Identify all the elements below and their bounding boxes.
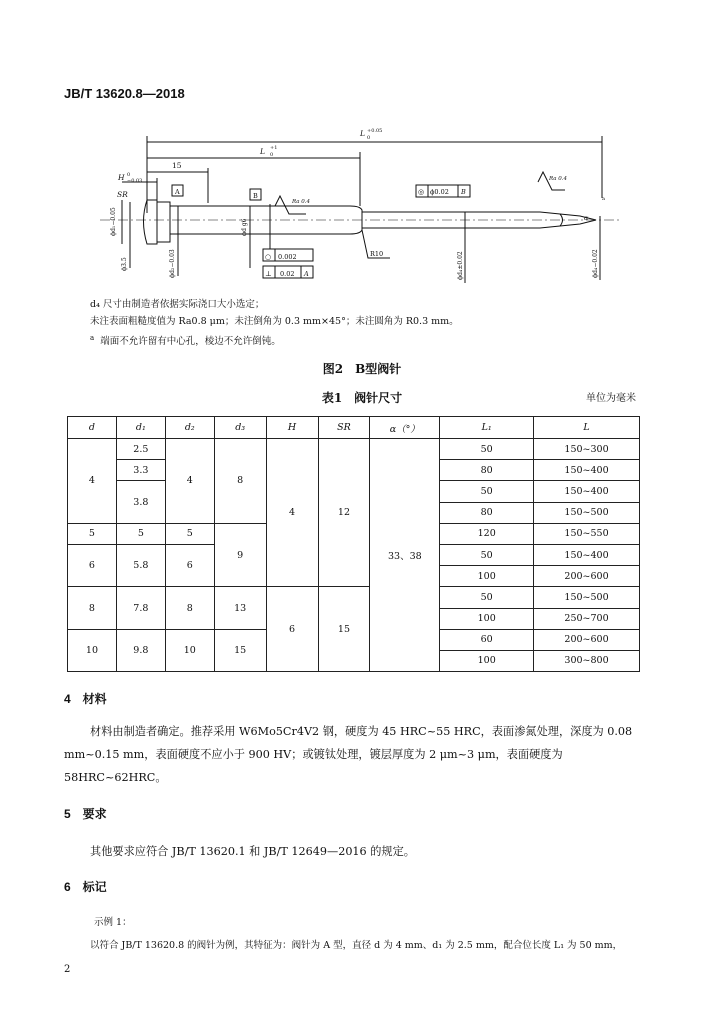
cell-d1: 2.5: [116, 439, 165, 460]
cell-L1: 50: [440, 439, 534, 460]
cell-d1: 7.8: [116, 587, 165, 629]
svg-text:a: a: [602, 196, 605, 202]
label-R10: R10: [370, 250, 384, 258]
label-perp: 0.02: [280, 270, 295, 278]
cell-SR: 15: [318, 587, 370, 672]
table-row: [68, 439, 640, 460]
label-d2: ϕd₂−0.03: [169, 249, 176, 278]
label-ra-1: Ra 0.4: [292, 199, 311, 205]
page-number: 2: [64, 964, 71, 975]
label-L1: L: [260, 147, 265, 156]
valve-needle-drawing: [60, 118, 680, 288]
label-alpha: α: [584, 214, 589, 222]
dimension-table: [67, 416, 640, 672]
cell-d3: 15: [214, 629, 266, 671]
svg-text:B: B: [461, 188, 466, 196]
cell-L: 300~800: [534, 650, 640, 671]
table-unit: 单位为毫米: [586, 393, 636, 404]
header-cell: d₁: [116, 417, 165, 439]
label-ra-2: Ra 0.4: [549, 176, 568, 182]
cell-d1: 5: [116, 523, 165, 544]
svg-text:A: A: [175, 188, 180, 196]
cell-d3: 8: [214, 439, 266, 524]
cell-L1: 60: [440, 629, 534, 650]
label-circ: 0.002: [278, 253, 297, 261]
needle-head: [144, 200, 158, 244]
example-label: 示例 1：: [94, 917, 132, 928]
label-d1: ϕd₁−0.05: [110, 207, 117, 236]
figure-caption: 图2 B型阀针: [322, 362, 402, 376]
label-d42: ϕd₄−0.02: [592, 249, 599, 278]
note-3: $^a$ 端面不允许留有中心孔，棱边不允许倒钝。: [90, 334, 281, 348]
cell-L: 150~500: [534, 587, 640, 608]
cell-d1: 3.8: [116, 481, 165, 523]
cell-d2: 8: [165, 587, 214, 629]
svg-text:−0.03: −0.03: [127, 178, 143, 184]
svg-text:0: 0: [127, 172, 131, 178]
cell-d1: 5.8: [116, 544, 165, 586]
example-text: 以符合 JB/T 13620.8 的阀针为例，其特征为：阀针为 A 型，直径 d 为 4 mm、d₁ 为 2.5 mm，配合位长度 L₁ 为 50 mm，: [90, 940, 623, 951]
header-cell: α（°）: [370, 417, 440, 439]
header-cell: H: [266, 417, 318, 439]
cell-L1: 100: [440, 608, 534, 629]
section-5-title: 5 要求: [64, 807, 107, 821]
section-6-title: 6 标记: [64, 880, 107, 894]
cell-L: 250~700: [534, 608, 640, 629]
header-cell: d₂: [165, 417, 214, 439]
cell-L: 150~500: [534, 502, 640, 523]
note-1: d₄ 尺寸由制造者依据实际浇口大小选定；: [90, 299, 265, 310]
svg-text:⊥: ⊥: [265, 270, 272, 278]
label-H: H: [118, 173, 125, 182]
svg-text:B: B: [253, 192, 258, 200]
section-5-text: 其他要求应符合 JB/T 13620.1 和 JB/T 12649—2016 的规定。: [90, 845, 415, 858]
cell-H: 6: [266, 587, 318, 672]
cell-d: 10: [68, 629, 117, 671]
cell-L: 150~400: [534, 544, 640, 565]
cell-d2: 4: [165, 439, 214, 524]
cell-L1: 80: [440, 460, 534, 481]
cell-d2: 6: [165, 544, 214, 586]
header-cell: d: [68, 417, 117, 439]
cell-L: 200~600: [534, 566, 640, 587]
svg-text:0: 0: [270, 152, 274, 158]
cell-L: 150~300: [534, 439, 640, 460]
svg-text:+1: +1: [270, 145, 278, 151]
svg-text:A: A: [304, 270, 309, 278]
header-cell: SR: [318, 417, 370, 439]
header-cell: L₁: [440, 417, 534, 439]
cell-L1: 50: [440, 587, 534, 608]
label-SR: SR: [117, 190, 128, 199]
cell-L: 150~400: [534, 460, 640, 481]
cell-d2: 5: [165, 523, 214, 544]
svg-text:◎: ◎: [418, 188, 425, 196]
cell-alpha: 33、38: [370, 439, 440, 672]
header-cell: L: [534, 417, 640, 439]
cell-d2: 10: [165, 629, 214, 671]
cell-L1: 50: [440, 544, 534, 565]
figure-notes: [90, 296, 459, 350]
cell-L1: 100: [440, 650, 534, 671]
label-coax: ϕ0.02: [430, 188, 449, 196]
section-4-title: 4 材料: [64, 692, 107, 706]
cell-d3: 13: [214, 587, 266, 629]
cell-SR: 12: [318, 439, 370, 587]
cell-L1: 120: [440, 523, 534, 544]
label-15: 15: [172, 161, 182, 170]
svg-text:0: 0: [367, 135, 371, 141]
cell-d: 4: [68, 439, 117, 524]
cell-L1: 50: [440, 481, 534, 502]
table-caption: 表1 阀针尺寸: [321, 391, 403, 405]
cell-d: 8: [68, 587, 117, 629]
cell-d: 6: [68, 544, 117, 586]
table-header-row: [68, 417, 640, 439]
label-L: L: [360, 129, 365, 138]
note-2: 未注表面粗糙度值为 Ra0.8 μm；未注倒角为 0.3 mm×45°；未注圆角为 R0.3 mm。: [90, 316, 459, 327]
label-d4: ϕd₄±0.02: [457, 251, 464, 280]
section-4-text: 材料由制造者确定。推荐采用 W6Mo5Cr4V2 钢，硬度为 45 HRC~55 HRC，表面渗氮处理，深度为 0.08 mm~0.15 mm，表面硬度不应小于 900 HV；或镀钛处理，镀层厚度为 2 μm~3 μm，表面硬度为 58HRC~62HRC。: [64, 725, 633, 784]
cell-d3: 9: [214, 523, 266, 587]
cell-L: 200~600: [534, 629, 640, 650]
cell-d: 5: [68, 523, 117, 544]
cell-L: 150~400: [534, 481, 640, 502]
cell-L: 150~550: [534, 523, 640, 544]
cell-d1: 9.8: [116, 629, 165, 671]
label-dg6: ϕd g6: [241, 218, 248, 236]
cell-L1: 100: [440, 566, 534, 587]
label-d35: ϕ3.5: [121, 257, 128, 271]
cell-d1: 3.3: [116, 460, 165, 481]
table-row: [68, 587, 640, 608]
header-cell: d₃: [214, 417, 266, 439]
cell-H: 4: [266, 439, 318, 587]
cell-L1: 80: [440, 502, 534, 523]
svg-text:+0.05: +0.05: [367, 128, 383, 134]
svg-text:○: ○: [265, 253, 272, 261]
standard-code-header: JB/T 13620.8—2018: [64, 86, 185, 101]
